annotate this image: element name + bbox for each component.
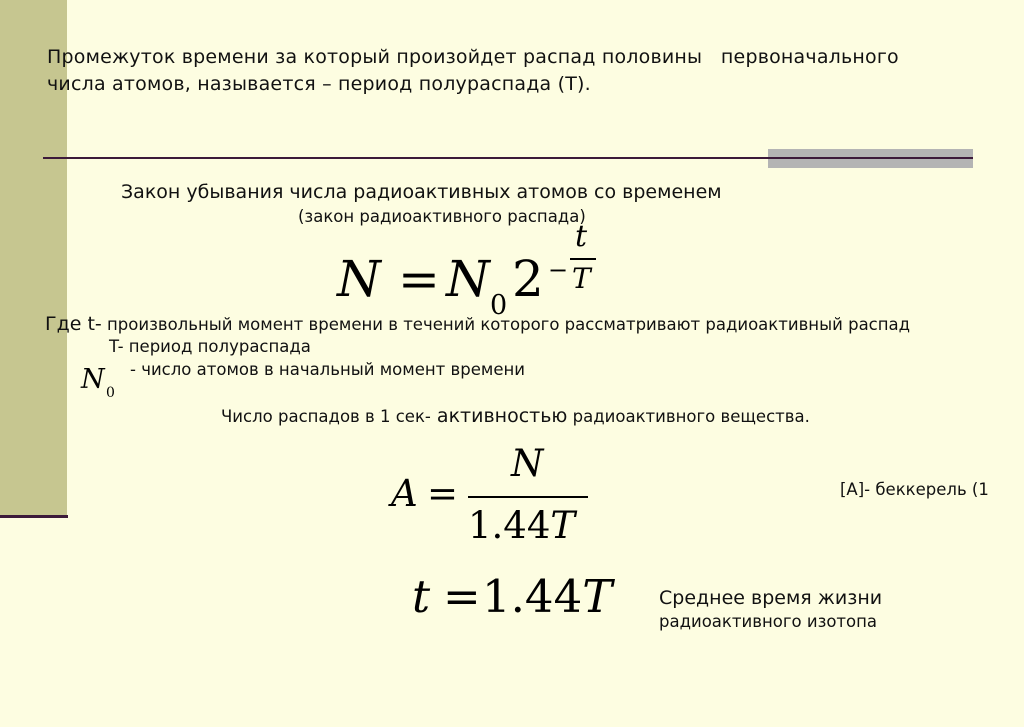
- formula-exponent-T: T: [572, 262, 591, 295]
- N0-symbol: N: [81, 364, 105, 395]
- activity-equals: =: [427, 472, 459, 515]
- mean-t: t: [412, 570, 431, 623]
- activity-before: Число распадов в 1 сек-: [221, 407, 431, 426]
- law-subtitle: (закон радиоактивного распада): [298, 207, 586, 226]
- formula-subscript-0: 0: [490, 290, 508, 321]
- activity-A: A: [391, 472, 418, 515]
- activity-after: радиоактивного вещества.: [567, 407, 810, 426]
- activity-unit: [A]- беккерель (1: [840, 480, 989, 499]
- N0-definition: - число атомов в начальный момент времени: [130, 360, 525, 379]
- mean-life-label-2: радиоактивного изотопа: [659, 612, 878, 631]
- activity-numerator: N: [511, 442, 544, 485]
- formula-exponent-fraction-bar: [570, 258, 596, 260]
- activity-fraction-bar: [468, 496, 588, 498]
- activity-denominator: 1.44T: [468, 504, 576, 547]
- where-lead: Где t-: [45, 313, 102, 335]
- mean-value: 1.44T: [482, 570, 613, 623]
- formula-N0: N: [446, 250, 490, 308]
- N0-subscript: 0: [106, 385, 115, 401]
- formula-exponent-t: t: [575, 219, 588, 254]
- where-t-definition: [45, 313, 910, 335]
- intro-line-1: Промежуток времени за который произойдет распад половины первоначального: [47, 46, 899, 68]
- formula-equals: =: [398, 250, 440, 308]
- T-definition: T- период полураспада: [109, 337, 311, 356]
- activity-definition: [221, 405, 810, 427]
- mean-equals: =: [443, 570, 481, 623]
- law-title: Закон убывания числа радиоактивных атомов со временем: [121, 181, 722, 203]
- divider-overlay: [768, 157, 973, 159]
- intro-line-2: числа атомов, называется – период полураспада (T).: [47, 73, 591, 95]
- activity-keyword: активностью: [430, 405, 568, 427]
- sidebar-bottom-line: [0, 515, 68, 518]
- formula-exponent-minus: −: [548, 256, 569, 284]
- where-rest: произвольный момент времени в течений которого рассматривают радиоактивный распад: [101, 315, 911, 334]
- formula-N: N: [337, 250, 381, 308]
- mean-life-label-1: Среднее время жизни: [659, 587, 883, 609]
- formula-base-2: 2: [512, 250, 544, 308]
- intro-paragraph: [47, 44, 899, 98]
